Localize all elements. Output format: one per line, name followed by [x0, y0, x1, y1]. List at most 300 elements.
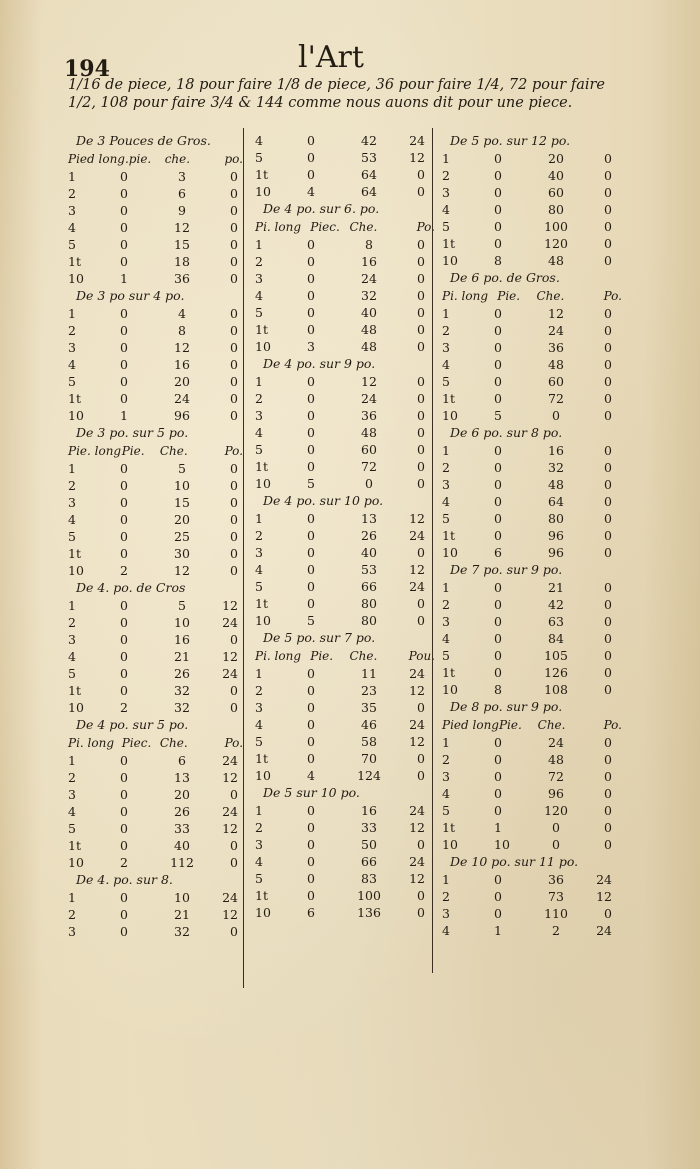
- table-cell: 26: [361, 528, 377, 543]
- table-cell: 1: [442, 443, 450, 458]
- table-cell: 1t: [68, 391, 81, 406]
- table-cell: 5: [307, 476, 315, 491]
- table-cell: 0: [417, 905, 425, 920]
- table-section: [442, 853, 622, 939]
- table-row: [68, 631, 243, 648]
- section-title: De 8 po. sur 9 po.: [450, 699, 563, 714]
- table-cell: 21: [548, 580, 564, 595]
- table-row: [255, 699, 435, 716]
- table-row: [255, 304, 435, 321]
- table-cell: 8: [365, 237, 373, 252]
- table-row: [68, 597, 243, 614]
- table-cell: 3: [442, 614, 450, 629]
- table-cell: 0: [230, 787, 238, 802]
- table-cell: 3: [68, 495, 76, 510]
- table-cell: 24: [409, 528, 425, 543]
- table-row: [442, 442, 622, 459]
- table-row: [442, 905, 622, 922]
- table-cell: 20: [174, 374, 190, 389]
- section-title: De 3 po. sur 5 po.: [76, 425, 189, 440]
- table-cell: 5: [255, 579, 263, 594]
- column-header: Che.: [536, 289, 565, 303]
- table-row: [68, 253, 243, 270]
- table-cell: 24: [409, 854, 425, 869]
- table-cell: 0: [120, 924, 128, 939]
- table-cell: 0: [417, 271, 425, 286]
- table-cell: 0: [417, 408, 425, 423]
- table-cell: 0: [604, 769, 612, 784]
- table-cell: 0: [307, 837, 315, 852]
- table-cell: 0: [604, 631, 612, 646]
- table-cell: 0: [120, 478, 128, 493]
- table-cell: 1: [68, 306, 76, 321]
- table-cell: 0: [120, 340, 128, 355]
- table-cell: 3: [442, 769, 450, 784]
- table-section: [255, 355, 435, 492]
- table-cell: 1t: [68, 838, 81, 853]
- table-row: [442, 819, 622, 836]
- table-cell: 0: [230, 855, 238, 870]
- table-row: [255, 733, 435, 750]
- table-cell: 48: [548, 477, 564, 492]
- table-cell: 1: [494, 820, 502, 835]
- table-row: [68, 889, 243, 906]
- table-cell: 48: [548, 253, 564, 268]
- table-cell: 20: [174, 787, 190, 802]
- table-cell: 0: [417, 391, 425, 406]
- table-section: [442, 269, 622, 424]
- table-cell: 0: [604, 735, 612, 750]
- table-row: [442, 356, 622, 373]
- table-cell: 0: [604, 202, 612, 217]
- table-cell: 0: [494, 151, 502, 166]
- table-cell: 0: [307, 717, 315, 732]
- table-cell: 2: [442, 168, 450, 183]
- table-cell: 0: [120, 753, 128, 768]
- table-cell: 0: [604, 253, 612, 268]
- table-cell: 5: [68, 374, 76, 389]
- table-row: [442, 579, 622, 596]
- table-cell: 0: [230, 529, 238, 544]
- table-cell: 80: [548, 202, 564, 217]
- table-cell: 2: [68, 615, 76, 630]
- table-row: [68, 614, 243, 631]
- table-cell: 0: [494, 374, 502, 389]
- table-cell: 1: [68, 598, 76, 613]
- column-headers: [68, 734, 243, 752]
- table-cell: 2: [442, 889, 450, 904]
- table-cell: 0: [494, 443, 502, 458]
- table-cell: 24: [222, 615, 238, 630]
- table-cell: 72: [548, 769, 564, 784]
- table-cell: 0: [120, 598, 128, 613]
- table-cell: 2: [442, 752, 450, 767]
- table-cell: 0: [417, 288, 425, 303]
- table-cell: 0: [230, 700, 238, 715]
- table-cell: 0: [494, 460, 502, 475]
- table-cell: 0: [120, 323, 128, 338]
- table-row: [442, 681, 622, 698]
- table-cell: 4: [68, 220, 76, 235]
- table-cell: 0: [120, 495, 128, 510]
- table-cell: 0: [494, 872, 502, 887]
- table-row: [255, 716, 435, 733]
- table-cell: 4: [255, 854, 263, 869]
- table-row: [255, 424, 435, 441]
- table-cell: 0: [417, 596, 425, 611]
- table-cell: 35: [361, 700, 377, 715]
- table-cell: 36: [548, 340, 564, 355]
- table-cell: 32: [361, 288, 377, 303]
- table-cell: 2: [68, 323, 76, 338]
- table-cell: 0: [494, 219, 502, 234]
- table-cell: 12: [409, 871, 425, 886]
- table-cell: 0: [494, 614, 502, 629]
- table-cell: 0: [230, 237, 238, 252]
- column-header: che.: [164, 152, 191, 166]
- table-cell: 0: [604, 803, 612, 818]
- table-cell: 2: [68, 186, 76, 201]
- table-cell: 63: [548, 614, 564, 629]
- table-cell: 24: [222, 666, 238, 681]
- table-cell: 10: [442, 545, 458, 560]
- table-cell: 53: [361, 562, 377, 577]
- column-header: Po.: [603, 289, 622, 303]
- table-cell: 1t: [442, 236, 455, 251]
- section-title: De 4 po. sur 9 po.: [263, 356, 376, 371]
- table-cell: 0: [307, 167, 315, 182]
- table-cell: 12: [222, 821, 238, 836]
- table-cell: 0: [417, 613, 425, 628]
- table-cell: 5: [442, 374, 450, 389]
- column-header: Po.: [603, 718, 622, 732]
- table-cell: 1t: [442, 391, 455, 406]
- table-row: [68, 477, 243, 494]
- column-divider: [432, 128, 433, 973]
- table-cell: 12: [409, 562, 425, 577]
- table-cell: 10: [174, 478, 190, 493]
- table-cell: 10: [174, 890, 190, 905]
- table-cell: 0: [604, 648, 612, 663]
- table-cell: 40: [174, 838, 190, 853]
- table-row: [68, 236, 243, 253]
- table-cell: 16: [174, 357, 190, 372]
- table-cell: 4: [68, 649, 76, 664]
- table-row: [442, 252, 622, 269]
- table-cell: 10: [255, 184, 271, 199]
- table-row: [442, 888, 622, 905]
- intro-paragraph: 1/16 de piece, 18 pour faire 1/8 de piece, 36 pour faire 1/4, 72 pour faire 1/2, 108 pour faire 3/4 & 144 comme nous auons dit pour une piece.: [68, 77, 606, 111]
- table-cell: 0: [494, 752, 502, 767]
- table-cell: 10: [494, 837, 510, 852]
- section-title: De 5 po. sur 12 po.: [450, 133, 571, 148]
- table-cell: 10: [68, 855, 84, 870]
- table-cell: 0: [494, 357, 502, 372]
- table-row: [68, 202, 243, 219]
- table-cell: 24: [409, 717, 425, 732]
- table-cell: 0: [604, 906, 612, 921]
- table-cell: 0: [604, 837, 612, 852]
- table-cell: 24: [409, 803, 425, 818]
- table-cell: 4: [255, 717, 263, 732]
- table-cell: 24: [596, 872, 612, 887]
- table-cell: 0: [307, 820, 315, 835]
- table-cell: 5: [255, 150, 263, 165]
- column-header: Pi. long: [255, 649, 302, 663]
- table-cell: 0: [120, 907, 128, 922]
- table-cell: 0: [120, 649, 128, 664]
- table-row: [442, 871, 622, 888]
- table-row: [442, 802, 622, 819]
- table-section: [442, 424, 622, 561]
- table-row: [68, 923, 243, 940]
- table-cell: 48: [361, 425, 377, 440]
- table-cell: 0: [604, 306, 612, 321]
- table-cell: 0: [494, 528, 502, 543]
- column-headers: [442, 716, 622, 734]
- table-row: [68, 682, 243, 699]
- table-cell: 0: [494, 803, 502, 818]
- table-cell: 1t: [255, 751, 268, 766]
- table-cell: 0: [307, 803, 315, 818]
- table-cell: 0: [307, 288, 315, 303]
- table-cell: 0: [120, 787, 128, 802]
- table-cell: 0: [494, 786, 502, 801]
- table-cell: 3: [255, 271, 263, 286]
- section-title: De 5 sur 10 po.: [263, 785, 360, 800]
- table-cell: 0: [604, 408, 612, 423]
- table-cell: 1t: [255, 167, 268, 182]
- table-row: [255, 441, 435, 458]
- table-cell: 100: [357, 888, 381, 903]
- table-cell: 24: [361, 271, 377, 286]
- table-row: [255, 887, 435, 904]
- column-headers: [68, 442, 243, 460]
- table-cell: 0: [552, 837, 560, 852]
- table-cell: 2: [68, 478, 76, 493]
- table-cell: 3: [255, 545, 263, 560]
- table-cell: 42: [548, 597, 564, 612]
- table-cell: 3: [442, 340, 450, 355]
- table-cell: 0: [230, 306, 238, 321]
- table-cell: 0: [120, 666, 128, 681]
- table-row: [442, 768, 622, 785]
- table-cell: 5: [494, 408, 502, 423]
- table-cell: 0: [417, 184, 425, 199]
- table-cell: 108: [544, 682, 568, 697]
- column-header: Pie.: [497, 289, 521, 303]
- table-cell: 12: [409, 683, 425, 698]
- table-cell: 2: [255, 683, 263, 698]
- table-row: [255, 612, 435, 629]
- table-cell: 0: [120, 683, 128, 698]
- table-cell: 3: [307, 339, 315, 354]
- table-cell: 120: [544, 236, 568, 251]
- table-cell: 25: [174, 529, 190, 544]
- table-section: [68, 716, 243, 871]
- table-cell: 58: [361, 734, 377, 749]
- table-cell: 0: [604, 374, 612, 389]
- table-cell: 0: [230, 169, 238, 184]
- table-cell: 2: [68, 770, 76, 785]
- column-header: Pi. long: [442, 289, 489, 303]
- table-cell: 12: [222, 907, 238, 922]
- table-row: [442, 459, 622, 476]
- table-cell: 96: [174, 408, 190, 423]
- table-row: [442, 476, 622, 493]
- table-cell: 0: [417, 322, 425, 337]
- table-cell: 0: [307, 562, 315, 577]
- column-header: Che.: [159, 444, 188, 458]
- table-cell: 0: [230, 546, 238, 561]
- table-row: [442, 235, 622, 252]
- table-cell: 32: [174, 924, 190, 939]
- table-cell: 0: [604, 528, 612, 543]
- table-cell: 84: [548, 631, 564, 646]
- table-cell: 5: [68, 821, 76, 836]
- table-section: [255, 629, 435, 784]
- table-cell: 0: [604, 597, 612, 612]
- section-title: De 4 po. sur 10 po.: [263, 493, 384, 508]
- table-cell: 0: [604, 580, 612, 595]
- table-row: [255, 321, 435, 338]
- table-section: [68, 287, 243, 424]
- table-cell: 21: [174, 907, 190, 922]
- table-cell: 1t: [68, 683, 81, 698]
- table-cell: 5: [442, 648, 450, 663]
- table-cell: 24: [222, 804, 238, 819]
- table-row: [68, 219, 243, 236]
- table-cell: 4: [68, 804, 76, 819]
- table-cell: 32: [174, 700, 190, 715]
- table-cell: 0: [307, 751, 315, 766]
- table-cell: 0: [604, 494, 612, 509]
- table-cell: 64: [361, 167, 377, 182]
- table-row: [255, 819, 435, 836]
- table-cell: 0: [230, 838, 238, 853]
- table-cell: 0: [120, 770, 128, 785]
- table-cell: 0: [120, 391, 128, 406]
- table-cell: 24: [596, 923, 612, 938]
- table-row: [68, 511, 243, 528]
- table-cell: 5: [255, 734, 263, 749]
- table-cell: 0: [494, 906, 502, 921]
- table-row: [442, 390, 622, 407]
- table-cell: 2: [255, 528, 263, 543]
- table-cell: 0: [417, 237, 425, 252]
- table-column-2: [255, 132, 435, 921]
- table-cell: 0: [307, 305, 315, 320]
- table-cell: 0: [417, 254, 425, 269]
- table-cell: 136: [357, 905, 381, 920]
- table-cell: 2: [120, 700, 128, 715]
- table-row: [68, 906, 243, 923]
- table-cell: 24: [222, 753, 238, 768]
- table-cell: 1: [442, 151, 450, 166]
- table-cell: 3: [442, 185, 450, 200]
- table-cell: 0: [230, 374, 238, 389]
- table-cell: 0: [230, 186, 238, 201]
- table-cell: 50: [361, 837, 377, 852]
- table-cell: 0: [417, 339, 425, 354]
- table-cell: 48: [361, 322, 377, 337]
- table-cell: 0: [307, 271, 315, 286]
- table-row: [442, 596, 622, 613]
- table-row: [68, 545, 243, 562]
- table-cell: 10: [68, 408, 84, 423]
- table-cell: 0: [230, 254, 238, 269]
- table-row: [442, 734, 622, 751]
- table-cell: 1t: [255, 322, 268, 337]
- table-cell: 12: [409, 734, 425, 749]
- table-cell: 0: [230, 357, 238, 372]
- table-column-1: [68, 132, 243, 940]
- table-cell: 6: [494, 545, 502, 560]
- column-header: Pou.: [408, 649, 435, 663]
- table-row: [442, 339, 622, 356]
- table-row: [68, 168, 243, 185]
- table-cell: 48: [548, 752, 564, 767]
- table-cell: 0: [120, 220, 128, 235]
- section-title: De 3 po sur 4 po.: [76, 288, 185, 303]
- section-title: De 10 po. sur 11 po.: [450, 854, 579, 869]
- table-row: [442, 613, 622, 630]
- table-row: [442, 150, 622, 167]
- table-cell: 12: [596, 889, 612, 904]
- table-row: [255, 338, 435, 355]
- table-cell: 0: [494, 236, 502, 251]
- table-row: [255, 750, 435, 767]
- table-cell: 4: [68, 357, 76, 372]
- table-cell: 16: [361, 254, 377, 269]
- table-cell: 12: [222, 770, 238, 785]
- table-cell: 3: [68, 787, 76, 802]
- table-cell: 0: [604, 665, 612, 680]
- table-cell: 1t: [68, 546, 81, 561]
- table-cell: 0: [417, 476, 425, 491]
- table-row: [68, 373, 243, 390]
- column-header: Pi. long: [255, 220, 302, 234]
- table-cell: 16: [361, 803, 377, 818]
- table-cell: 12: [409, 511, 425, 526]
- table-cell: 5: [442, 803, 450, 818]
- table-row: [255, 595, 435, 612]
- table-cell: 70: [361, 751, 377, 766]
- table-cell: 36: [361, 408, 377, 423]
- table-row: [442, 510, 622, 527]
- table-cell: 21: [174, 649, 190, 664]
- table-cell: 60: [548, 185, 564, 200]
- table-cell: 0: [307, 237, 315, 252]
- column-header: Pied long.: [68, 152, 129, 166]
- table-cell: 2: [442, 323, 450, 338]
- table-cell: 4: [442, 923, 450, 938]
- table-cell: 0: [230, 683, 238, 698]
- table-cell: 0: [230, 495, 238, 510]
- column-header: Piec.: [121, 736, 152, 750]
- table-section: [255, 492, 435, 629]
- table-cell: 0: [307, 442, 315, 457]
- table-cell: 0: [120, 615, 128, 630]
- table-cell: 1t: [255, 459, 268, 474]
- table-cell: 0: [494, 665, 502, 680]
- table-row: [255, 665, 435, 682]
- table-cell: 5: [178, 598, 186, 613]
- table-cell: 1: [68, 461, 76, 476]
- table-cell: 10: [68, 563, 84, 578]
- table-section: [442, 561, 622, 698]
- table-cell: 0: [307, 579, 315, 594]
